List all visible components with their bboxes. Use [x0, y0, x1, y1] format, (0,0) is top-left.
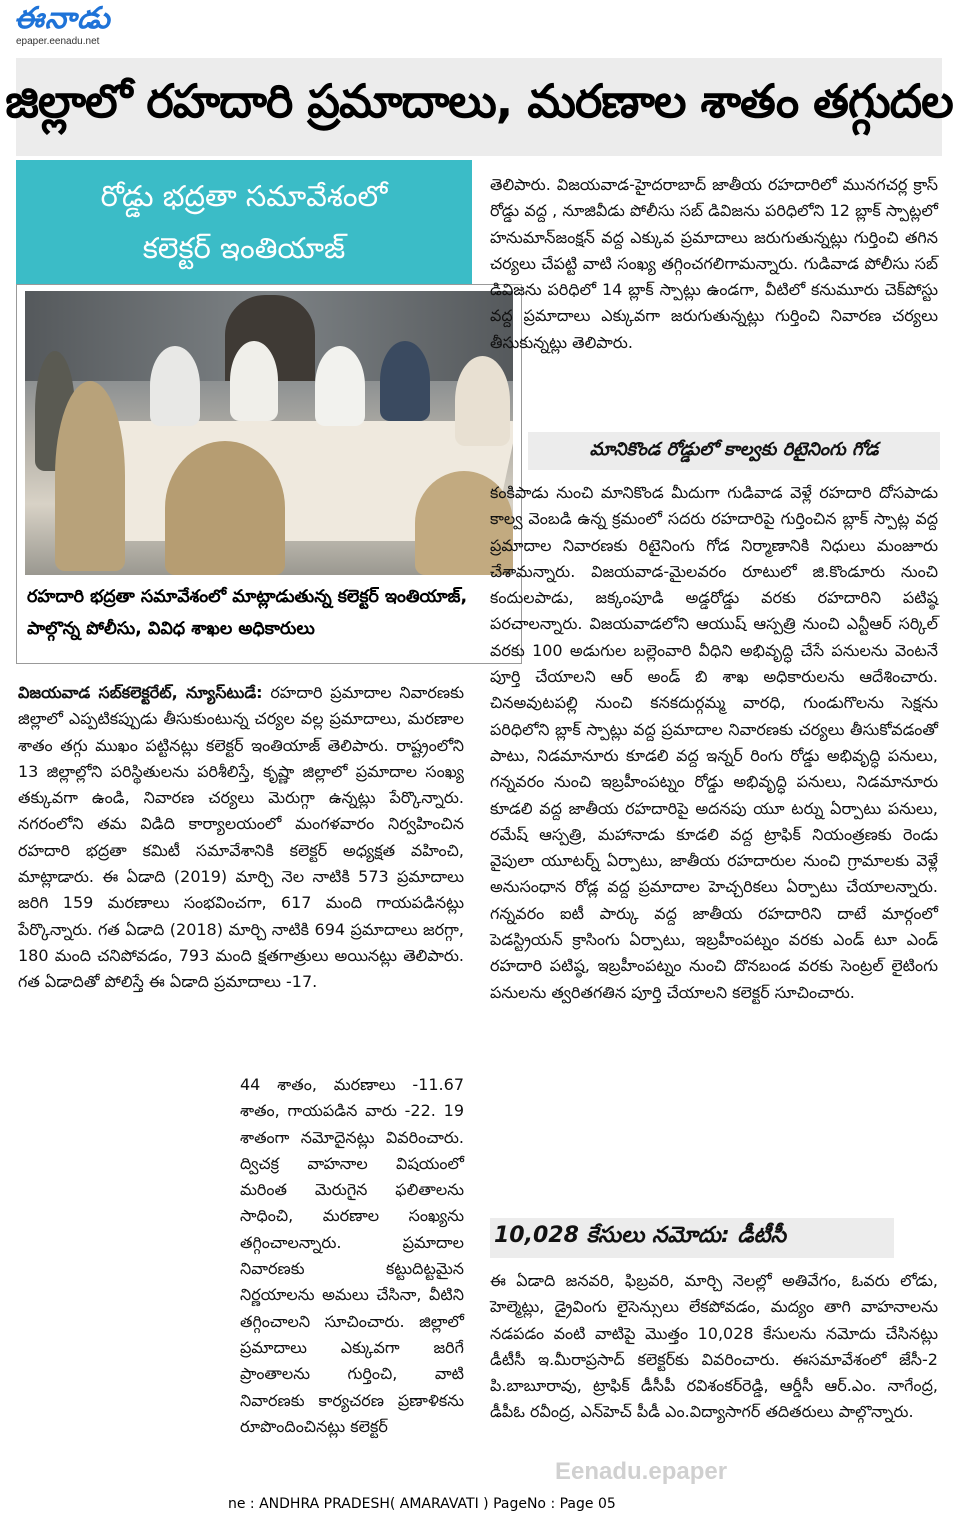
article-right-top: తెలిపారు. విజయవాడ-హైదరాబాద్ జాతీయ రహదారిలో మునగచర్ల క్రాస్ రోడ్డు వద్ద , నూజివీడు పోలీసు సబ్ డివిజను పరిధిలోని 12 బ్లాక్ స్పాట్లలో హనుమాన్‌జంక్షన్ వద్ద ఎక్కువ ప్రమాదాలు జరుగుతున్నట్లు గుర్తించి తగిన చర్యలు చేపట్టి వాటి సంఖ్య తగ్గించగలిగామన్నారు. గుడివాడ పోలీసు సబ్ డివిజను పరిధిలో 14 బ్లాక్ స్పాట్లు ఉండగా, వీటిలో కనుమూరు చెక్‌పోస్టు వద్ద ప్రమాదాలు ఎక్కువగా జరుగుతున్నట్లు గుర్తించి నివారణ చర్యలు తీసుకున్నట్లు తెలిపారు.: [490, 175, 938, 352]
subheadline-box: [16, 160, 472, 284]
photo-caption: రహదారి భద్రతా సమావేశంలో మాట్లాడుతున్న కలెక్టర్ ఇంతియాజ్, పాల్గొన్న పోలీసు, వివిధ శాఖల అధికారులు: [27, 587, 468, 639]
meeting-photo: [25, 291, 513, 575]
subheadline-line-1: రోడ్డు భద్రతా సమావేశంలో: [100, 179, 388, 213]
photo-person: [380, 341, 430, 421]
photo-person: [55, 381, 125, 571]
article-right-bottom: ఈ ఏడాది జనవరి, ఫిబ్రవరి, మార్చి నెలల్లో అతివేగం, ఓవరు లోడు, హెల్మెట్లు, డ్రైవింగు లైసెన్సులు లేకపోవడం, మద్యం తాగి వాహనాలను నడపడం వంటి వాటిపై మొత్తం 10,028 కేసులను నమోదు చేసినట్లు డీటీసీ ఇ.మీరాప్రసాద్ కలెక్టర్‌కు వివరించారు. ఈసమావేశంలో జేసీ-2 పి.బాబూరావు, ట్రాఫిక్ డీసీపీ రవిశంకర్‌రెడ్డి, ఆర్డీసీ ఆర్.ఎం. నాగేంద్ర, డీపీఓ రవీంద్ర, ఎన్‌హెచ్ పీడీ ఎం.విద్యాసాగర్ తదితరులు పాల్గొన్నారు.: [490, 1271, 938, 1422]
headline: జిల్లాలో రహదారి ప్రమాదాలు, మరణాల శాతం తగ్గుదల: [5, 74, 953, 128]
photo-person: [230, 341, 278, 421]
eenadu-logo: ఈనాడు: [14, 1, 111, 36]
photo-frame: [16, 284, 522, 664]
article-left-narrow: 44 శాతం, మరణాలు -11.67 శాతం, గాయపడిన వారు -22. 19 శాతంగా నమోదైనట్లు వివరించారు. ద్విచక్ర వాహనాల విషయంలో మరింత మెరుగైన ఫలితాలను సాధించి, మరణాల సంఖ్యను తగ్గించాలన్నారు. ప్రమాదాల నివారణకు కట్టుదిట్టమైన నిర్ణయాలను అమలు చేసినా, వీటిని తగ్గించాలని సూచించారు. జిల్లాలో ప్రమాదాలు ఎక్కువగా జరిగే ప్రాంతాలను గుర్తించి, వాటి నివారణకు కార్యచరణ ప్రణాళికను రూపొందించినట్లు కలెక్టర్: [240, 1075, 464, 1436]
subheadline-line-2: కలెక్టర్ ఇంతియాజ్: [142, 231, 346, 265]
photo-person: [150, 346, 200, 426]
subhead-cases: 10,028 కేసులు నమోదు: డీటీసీ: [490, 1218, 894, 1258]
headline-banner: [5, 58, 953, 156]
article-left-main: [18, 680, 464, 996]
page-footer: ne : ANDHRA PRADESH( AMARAVATI ) PageNo : Page 05: [228, 1496, 616, 1512]
article-left-body: రహదారి ప్రమాదాల నివారణకు జిల్లాలో ఎప్పటికప్పుడు తీసుకుంటున్న చర్యల వల్ల ప్రమాదాలు, మరణాల శాతం తగ్గు ముఖం పట్టినట్లు కలెక్టర్ ఇంతియాజ్ తెలిపారు. రాష్ట్రంలోని 13 జిల్లాల్లోని పరిస్థితులను పరిశీలిస్తే, కృష్ణా జిల్లాలో ప్రమాదాల సంఖ్య తక్కువగా ఉండి, నివారణ చర్యలు మెరుగ్గా ఉన్నట్లు పేర్కొన్నారు. నగరంలోని తమ విడిది కార్యాలయంలో మంగళవారం నిర్వహించిన రహదారి భద్రతా కమిటీ సమావేశానికి కలెక్టర్ అధ్యక్షత వహించి, మాట్లాడారు. ఈ ఏడాది (2019) మార్చి నెల నాటికి 573 ప్రమాదాలు జరిగి 159 మరణాలు సంభవించగా, 617 మంది గాయపడినట్లు పేర్కొన్నారు. గత ఏడాది (2018) మార్చి నాటికి 694 ప్రమాదాలు జరగ్గా, 180 మంది చనిపోవడం, 793 మంది క్షతగాత్రులు అయినట్లు తెలిపారు. గత ఏడాదితో పోలిస్తే ఈ ఏడాది ప్రమాదాలు -17.: [18, 683, 465, 992]
photo-person: [315, 346, 365, 426]
masthead: [14, 2, 154, 52]
article-right-mid: కంకిపాడు నుంచి మానికొండ మీదుగా గుడివాడ వెళ్లే రహదారి దోసపాడు కాల్వ వెంబడి ఉన్న క్రమంలో సదరు రహదారిపై గుర్తించిన బ్లాక్ స్పాట్ల వద్ద ప్రమాదాల నివారణకు రిటైనింగు గోడ నిర్మాణానికి నిధులు మంజూరు చేశామన్నారు. విజయవాడ-మైలవరం రూటులో జి.కొండూరు నుంచి కందులపాడు, జక్కంపూడి అడ్డరోడ్డు వరకు రహదారిని పటిష్ఠ పరచాలన్నారు. విజయవాడలోని ఆయుష్ ఆస్పత్రి నుంచి ఎన్టీఆర్ సర్కిల్ వరకు 100 అడుగుల బల్లెంవారి వీధిని అభివృద్ధి చేసే పనులను వెంటనే పూర్తి చేయాలని ఆర్ అండ్ బి శాఖ అధికారులను ఆదేశించారు. చినఅవుటపల్లి నుంచి కనకదుర్గమ్మ వారధి, గుండుగొలను సెక్షను పరిధిలోని బ్లాక్ స్పాట్లు వద్ద ప్రమాదాల నివారణకు చర్యలు తీసుకోవడంతో పాటు, నిడమానూరు కూడలి వద్ద ఇన్నర్ రింగు రోడ్డు అభివృద్ధి పనులు, గన్నవరం నుంచి ఇబ్రహీంపట్నం రోడ్డు అభివృద్ధి పనులు, నిడమానూరు కూడలి వద్ద జాతీయ రహదారిపై అదనపు యూ టర్ను ఏర్పాటు పనులు, రమేష్ ఆస్పత్రి, మహానాడు కూడలి వద్ద ట్రాఫిక్ నియంత్రణకు రెండు వైపులా యూటర్న్ ఏర్పాటు, జాతీయ రహదారుల నుంచి గ్రామాలకు వెళ్లే అనుసంధాన రోడ్ల వద్ద ప్రమాదాల హెచ్చరికలు ఏర్పాటు చేయాలన్నారు. గన్నవరం ఐటీ పార్కు వద్ద జాతీయ రహదారిని దాటే మార్గంలో పెడస్ట్రియన్ క్రాసింగు ఏర్పాటు, ఇబ్రహీంపట్నం వరకు ఎండ్ టూ ఎండ్ రహదారి పటిష్ఠ, ఇబ్రహీంపట్నం నుంచి దొనబండ వరకు సెంట్రల్ లైటింగు పనులను త్వరితగతిన పూర్తి చేయాలని కలెక్టర్ సూచించారు.: [490, 483, 938, 1002]
photo-person: [165, 441, 285, 575]
photo-person: [455, 356, 510, 446]
article-dateline: విజయవాడ సబ్‌కలెక్టరేట్, న్యూస్‌టుడే:: [18, 683, 263, 702]
epaper-url: epaper.eenadu.net: [16, 36, 100, 47]
epaper-watermark: Eenadu.epaper: [555, 1458, 728, 1485]
subhead-manikonda: మానికొండ రోడ్డులో కాల్వకు రిటైనింగు గోడ: [528, 432, 940, 470]
